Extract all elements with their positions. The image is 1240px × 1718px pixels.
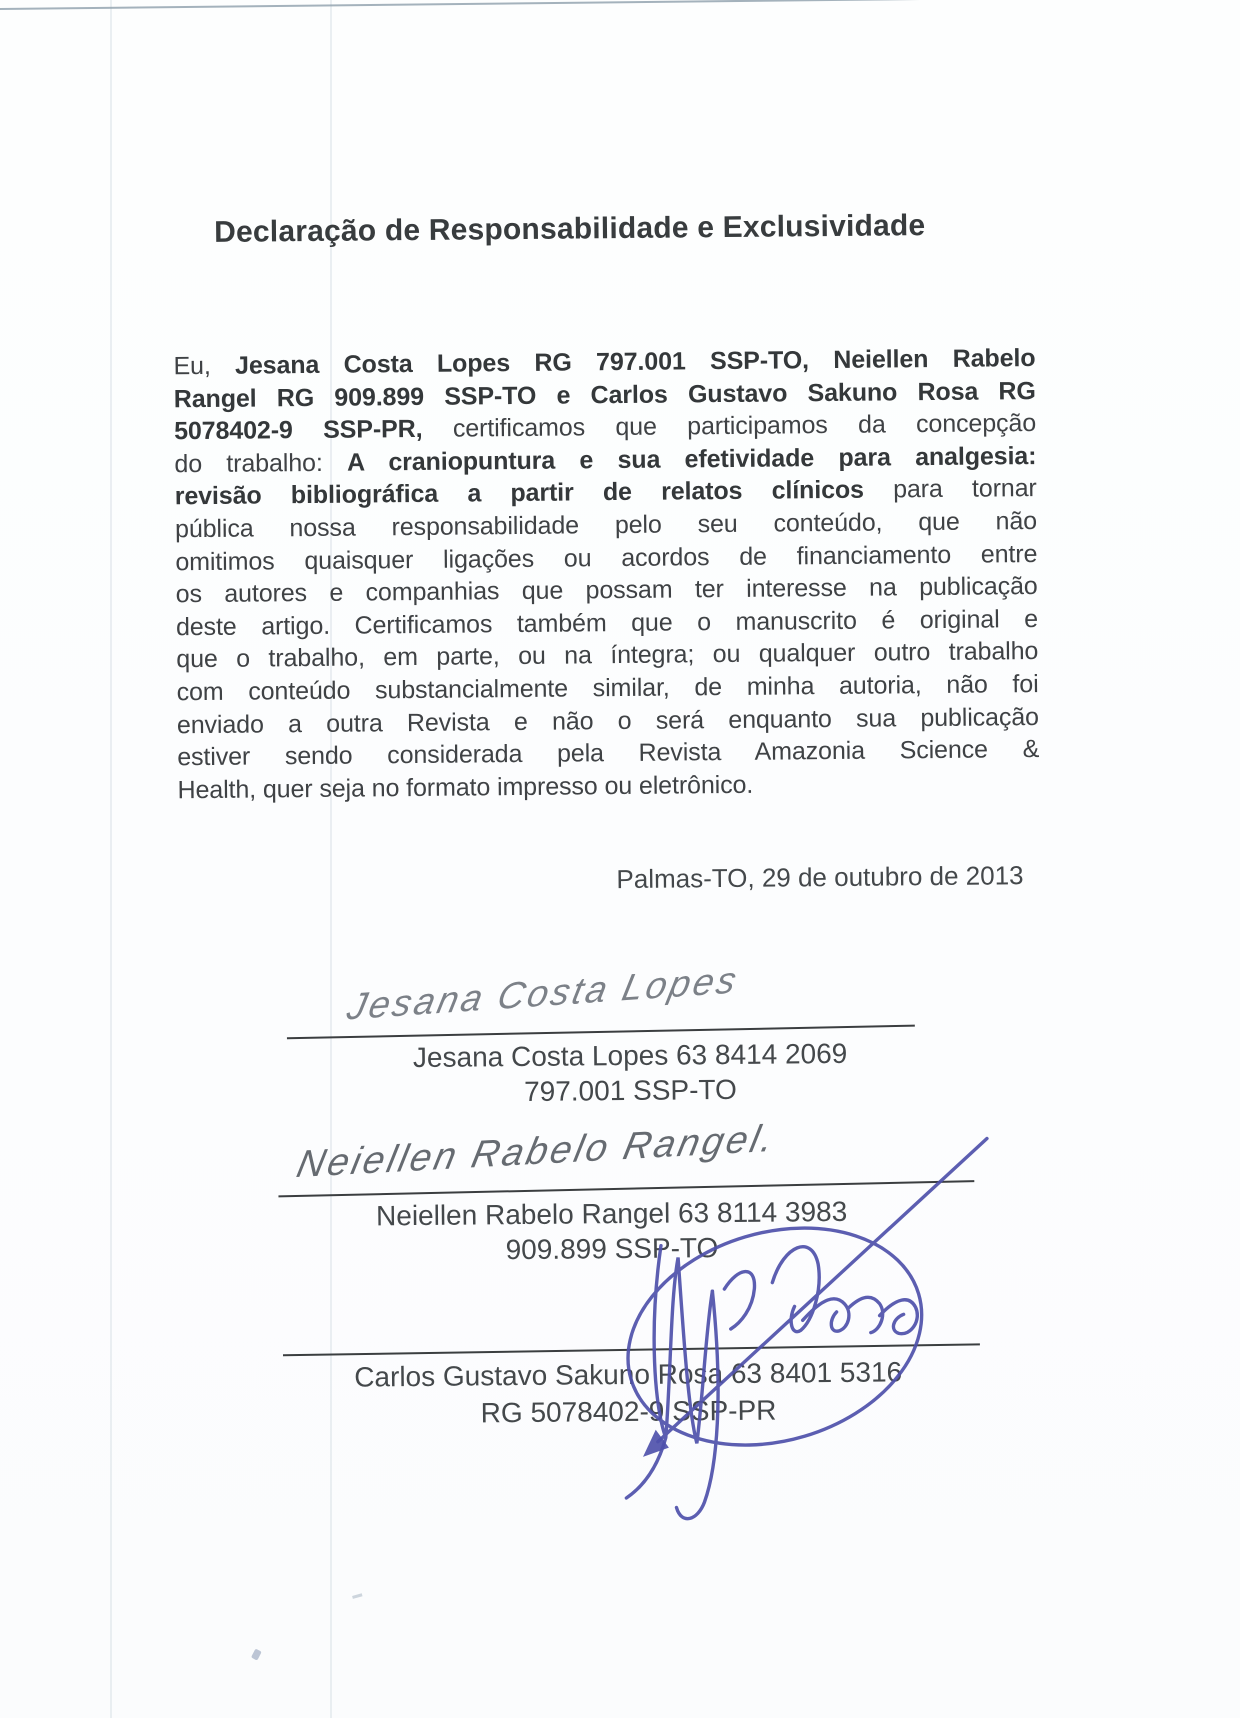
- text-segment: do trabalho:: [174, 448, 348, 479]
- signature-name-phone: Neiellen Rabelo Rangel 63 8114 3983: [375, 1195, 848, 1232]
- text-segment: pública nossa responsabilidade pelo seu conteúdo, que não: [174, 506, 1038, 544]
- signature-rg: RG 5078402-9 SSP-PR: [480, 1394, 777, 1429]
- signature-rg: 909.899 SSP-TO: [505, 1232, 719, 1266]
- text-segment: Rangel RG 909.899 SSP-TO e Carlos Gustavo Sakuno Rosa RG: [173, 376, 1036, 413]
- text-segment: A craniopuntura e sua efetividade para analgesia:: [346, 441, 1037, 477]
- text-segment: Health, quer seja no formato impresso ou eletrônico.: [177, 770, 754, 805]
- text-segment: Eu,: [173, 351, 236, 381]
- text-segment: 5078402-9 SSP-PR,: [173, 415, 423, 446]
- text-segment: os autores e companhias que possam ter interesse na publicação: [175, 572, 1038, 609]
- document-title: Declaração de Responsabilidade e Exclusividade: [214, 209, 926, 249]
- handwritten-signature-neiellen: Neiellen Rabelo Rangel.: [293, 1117, 781, 1187]
- text-segment: omitimos quaisquer ligações ou acordos de financiamento entre: [175, 539, 1038, 576]
- text-segment: enviado a outra Revista e não o será enquanto sua publicação: [176, 702, 1040, 739]
- signature-block-jesana: [230, 1034, 1031, 1112]
- declaration-paragraph: [173, 342, 1039, 807]
- text-segment: com conteúdo substancialmente similar, de minha autoria, não foi: [176, 669, 1039, 707]
- signature-rg: 797.001 SSP-TO: [523, 1073, 737, 1107]
- signature-name-phone: Carlos Gustavo Sakuno Rosa 63 8401 5316: [354, 1356, 903, 1393]
- date-line: Palmas-TO, 29 de outubro de 2013: [616, 860, 1024, 895]
- scan-speck: [251, 1649, 262, 1661]
- text-segment: que o trabalho, em parte, ou na íntegra; ou qualquer outro trabalho: [176, 637, 1039, 674]
- text-segment: estiver sendo considerada pela Revista Amazonia Science &: [177, 735, 1040, 772]
- text-segment: para tornar: [863, 474, 1037, 505]
- text-segment: certificamos que participamos da concepção: [422, 409, 1037, 444]
- text-segment: revisão bibliográfica a partir de relatos clínicos: [174, 476, 865, 511]
- text-segment: Jesana Costa Lopes RG 797.001 SSP-TO, Neiellen Rabelo: [234, 344, 1036, 380]
- handwritten-signature-jesana: Jesana Costa Lopes: [343, 958, 743, 1028]
- signature-name-phone: Jesana Costa Lopes 63 8414 2069: [412, 1037, 848, 1074]
- signature-block-neiellen: [211, 1192, 1012, 1270]
- scan-speck: [352, 1593, 362, 1599]
- signature-block-carlos: [228, 1352, 1029, 1434]
- text-segment: deste artigo. Certificamos também que o manuscrito é original e: [175, 604, 1039, 642]
